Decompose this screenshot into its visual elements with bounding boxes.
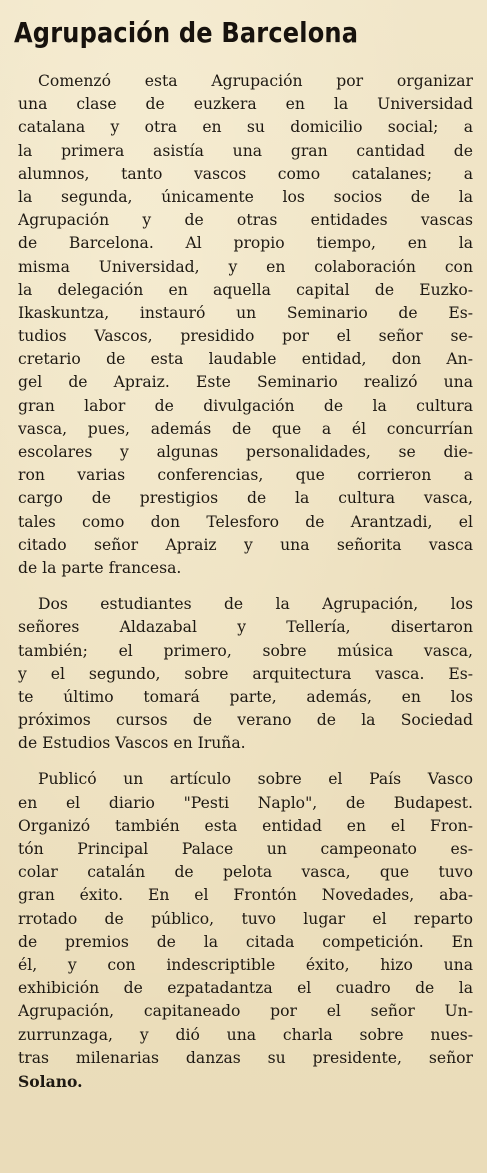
text-line: Agrupación, capitaneado por el señor Un- bbox=[18, 1002, 473, 1021]
paragraph-1 bbox=[18, 70, 473, 580]
text-line: la primera asistía una gran cantidad de bbox=[18, 141, 473, 160]
text-line: Dos estudiantes de la Agrupación, los bbox=[38, 595, 473, 614]
text-line: señores Aldazabal y Tellería, disertaron bbox=[18, 618, 473, 637]
text-line: Comenzó esta Agrupación por organizar bbox=[38, 72, 473, 90]
text-line: y el segundo, sobre arquitectura vasca. Es- bbox=[18, 664, 473, 683]
text-line: próximos cursos de verano de la Sociedad bbox=[18, 711, 473, 730]
text-line: Ikaskuntza, instauró un Seminario de Es- bbox=[18, 303, 473, 322]
text-line: tales como don Telesforo de Arantzadi, el bbox=[18, 512, 473, 531]
text-line: Agrupación y de otras entidades vascas bbox=[18, 211, 473, 230]
text-line: de la parte francesa. bbox=[18, 558, 182, 577]
text-line: ron varias conferencias, que corrieron a bbox=[18, 466, 473, 485]
closing-signature: Solano. bbox=[18, 1071, 83, 1091]
text-line: vasca, pues, además de que a él concurrían bbox=[18, 419, 473, 438]
text-line: rrotado de público, tuvo lugar el reparto bbox=[18, 909, 473, 928]
text-line: de Barcelona. Al propio tiempo, en la bbox=[18, 234, 473, 253]
text-line: él, y con indescriptible éxito, hizo una bbox=[18, 955, 473, 974]
text-line: gran labor de divulgación de la cultura bbox=[18, 396, 473, 415]
text-line: gran éxito. En el Frontón Novedades, aba- bbox=[18, 886, 473, 905]
text-line: tón Principal Palace un campeonato es- bbox=[18, 840, 473, 858]
text-line: cargo de prestigios de la cultura vasca, bbox=[18, 489, 473, 508]
text-line: te último tomará parte, además, en los bbox=[18, 687, 473, 706]
text-line: colar catalán de pelota vasca, que tuvo bbox=[18, 863, 473, 882]
text-line: tras milenarias danzas su presidente, señor bbox=[18, 1048, 473, 1067]
text-line: citado señor Apraiz y una señorita vasca bbox=[18, 535, 473, 554]
text-line: zurrunzaga, y dió una charla sobre nues- bbox=[18, 1025, 473, 1044]
paragraph-3 bbox=[18, 768, 473, 1093]
text-line: en el diario "Pesti Naplo", de Budapest. bbox=[18, 793, 473, 812]
text-line: catalana y otra en su domicilio social; a bbox=[18, 118, 473, 137]
text-line: gel de Apraiz. Este Seminario realizó una bbox=[18, 373, 473, 392]
text-line: una clase de euzkera en la Universidad bbox=[18, 95, 473, 114]
text-line: misma Universidad, y en colaboración con bbox=[18, 257, 473, 276]
text-line: Publicó un artículo sobre el País Vasco bbox=[38, 770, 473, 789]
text-line: la segunda, únicamente los socios de la bbox=[18, 187, 473, 206]
text-line: escolares y algunas personalidades, se die- bbox=[18, 443, 473, 461]
text-line: Organizó también esta entidad en el Fron- bbox=[18, 816, 473, 835]
text-line: la delegación en aquella capital de Euzko- bbox=[18, 280, 473, 299]
text-line: tudios Vascos, presidido por el señor se- bbox=[18, 327, 473, 346]
text-line: alumnos, tanto vascos como catalanes; a bbox=[18, 164, 473, 183]
text-line: de premios de la citada competición. En bbox=[18, 932, 473, 951]
paragraph-2 bbox=[18, 593, 473, 755]
article-body bbox=[18, 70, 473, 1106]
text-line: también; el primero, sobre música vasca, bbox=[18, 641, 473, 660]
article-title: Agrupación de Barcelona bbox=[14, 16, 359, 49]
text-line: exhibición de ezpatadantza el cuadro de la bbox=[18, 979, 473, 998]
text-line: de Estudios Vascos en Iruña. bbox=[18, 734, 246, 753]
text-line: cretario de esta laudable entidad, don An- bbox=[18, 350, 473, 369]
